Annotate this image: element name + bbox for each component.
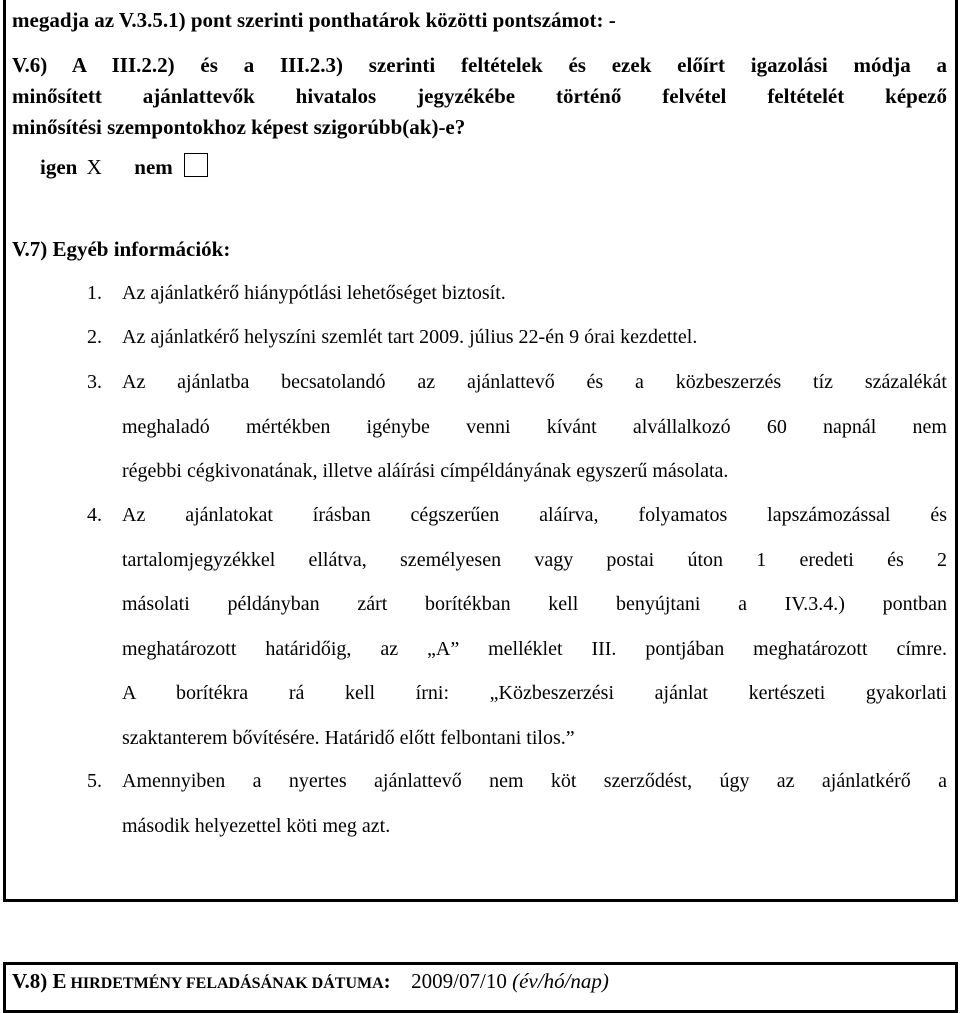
v8-date: 2009/07/10 — [411, 969, 507, 993]
v7-item-line: régebbi cégkivonatának, illetve aláírási címpéldányának egyszerű másolata. — [122, 460, 729, 482]
v8-date-format: (év/hó/nap) — [512, 969, 609, 993]
v7-item-line: meghaladó mértékben igénybe venni kívánt alvállalkozó 60 napnál nem — [122, 415, 947, 438]
igen-check-mark: X — [86, 155, 102, 179]
v7-item-line: Az ajánlatokat írásban cégszerűen aláírva, folyamatos lapszámozással és — [122, 504, 947, 526]
v7-item-line: másolati példányban zárt borítékban kell benyújtani a IV.3.4.) pontban — [122, 593, 947, 615]
v7-item-number: 5. — [87, 770, 102, 792]
v7-item-number: 3. — [87, 371, 102, 393]
v7-item-line: második helyezettel köti meg azt. — [122, 814, 391, 837]
v7-item-line: Amennyiben a nyertes ajánlattevő nem köt szerződést, úgy az ajánlatkérő a — [122, 770, 947, 792]
v7-item-line: A borítékra rá kell írni: „Közbeszerzési ajánlat kertészeti gyakorlati — [122, 682, 947, 704]
v35-line: megadja az V.3.5.1) pont szerinti ponthatárok közötti pontszámot: - — [12, 8, 616, 32]
v6-line-3: minősítési szempontokhoz képest szigorúbb(ak)-e? — [12, 115, 466, 139]
v7-item-line: Az ajánlatkérő hiánypótlási lehetőséget biztosít. — [122, 282, 506, 304]
nem-label: nem — [134, 155, 173, 179]
v8-colon: : — [383, 969, 391, 993]
igen-label: igen — [40, 155, 78, 179]
v7-item-line: Az ajánlatba becsatolandó az ajánlattevő és a közbeszerzés tíz százalékát — [122, 371, 947, 393]
v7-item-line: Az ajánlatkérő helyszíni szemlét tart 2009. július 22-én 9 órai kezdettel. — [122, 326, 698, 348]
v7-item-line: meghatározott határidőig, az „A” melléklet III. pontjában meghatározott címre. — [122, 637, 947, 660]
v6-line-1: V.6) A III.2.2) és a III.2.3) szerinti feltételek és ezek előírt igazolási módja a — [12, 53, 947, 77]
v8-code: V.8) — [12, 969, 53, 993]
v7-heading: V.7) Egyéb információk: — [12, 237, 231, 261]
v7-item-line: tartalomjegyzékkel ellátva, személyesen vagy postai úton 1 eredeti és 2 — [122, 548, 947, 571]
v7-item-number: 1. — [87, 282, 102, 304]
v8-line — [12, 968, 609, 997]
v6-answer-row — [40, 153, 208, 180]
v8-initial: E — [52, 969, 67, 993]
v7-item-number: 4. — [87, 504, 102, 526]
nem-checkbox — [184, 153, 208, 177]
v7-item-line: szaktanterem bővítésére. Határidő előtt felbontani tilos.” — [122, 726, 575, 749]
v7-item-number: 2. — [87, 326, 102, 348]
v6-line-2: minősített ajánlattevők hivatalos jegyzékébe történő felvétel feltételét képező — [12, 84, 947, 108]
v8-heading: HIRDETMÉNY FELADÁSÁNAK DÁTUMA — [66, 975, 384, 992]
